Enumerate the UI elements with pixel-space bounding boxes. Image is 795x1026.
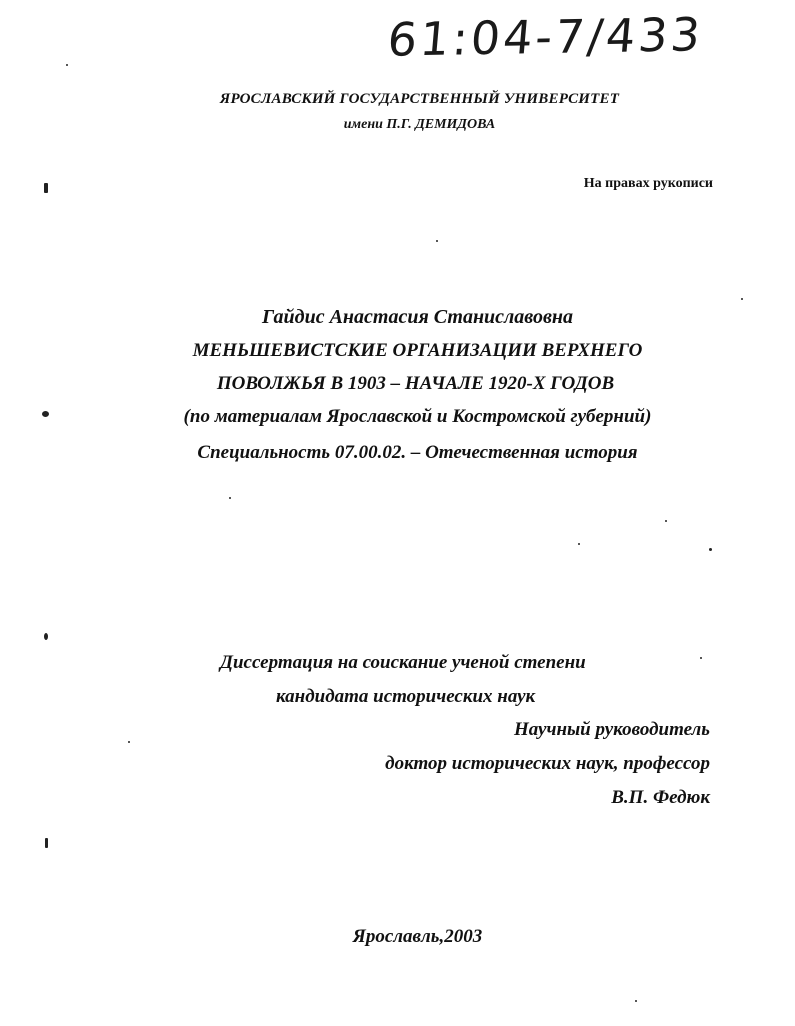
scan-speck <box>709 548 712 551</box>
dissertation-title-line-1: МЕНЬШЕВИСТСКИЕ ОРГАНИЗАЦИИ ВЕРХНЕГО <box>192 340 643 361</box>
author-name: Гайдис Анастасия Станиславовна <box>261 306 574 328</box>
dissertation-purpose-line-2: кандидата исторических наук <box>276 686 536 707</box>
dissertation-subtitle: (по материалам Ярославской и Костромской губерний) <box>183 406 652 427</box>
supervisor-degree: доктор исторических наук, профессор <box>385 753 710 774</box>
city-and-year: Ярославль,2003 <box>352 926 483 947</box>
scan-speck <box>700 657 702 659</box>
university-name: ЯРОСЛАВСКИЙ ГОСУДАРСТВЕННЫЙ УНИВЕРСИТЕТ <box>219 91 620 107</box>
supervisor-label: Научный руководитель <box>514 719 710 740</box>
specialty-line: Специальность 07.00.02. – Отечественная история <box>197 442 638 463</box>
scan-speck <box>66 64 68 66</box>
scan-speck <box>635 1000 637 1002</box>
handwritten-archive-number: 61:04-7/433 <box>385 7 706 67</box>
scan-speck <box>44 183 48 193</box>
manuscript-rights-note: На правах рукописи <box>583 176 713 191</box>
scan-speck <box>578 543 580 545</box>
scan-speck <box>42 411 49 417</box>
scan-speck <box>741 298 743 300</box>
scan-speck <box>436 240 438 242</box>
scan-speck <box>45 838 48 848</box>
scan-speck <box>44 633 48 640</box>
scan-speck <box>665 520 667 522</box>
dissertation-title-line-2: ПОВОЛЖЬЯ В 1903 – НАЧАЛЕ 1920-Х ГОДОВ <box>216 373 615 394</box>
university-named-after: имени П.Г. ДЕМИДОВА <box>343 117 496 132</box>
supervisor-name: В.П. Федюк <box>611 787 710 808</box>
dissertation-purpose-line-1: Диссертация на соискание ученой степени <box>220 652 586 673</box>
scan-speck <box>229 497 231 499</box>
scan-speck <box>128 741 130 743</box>
